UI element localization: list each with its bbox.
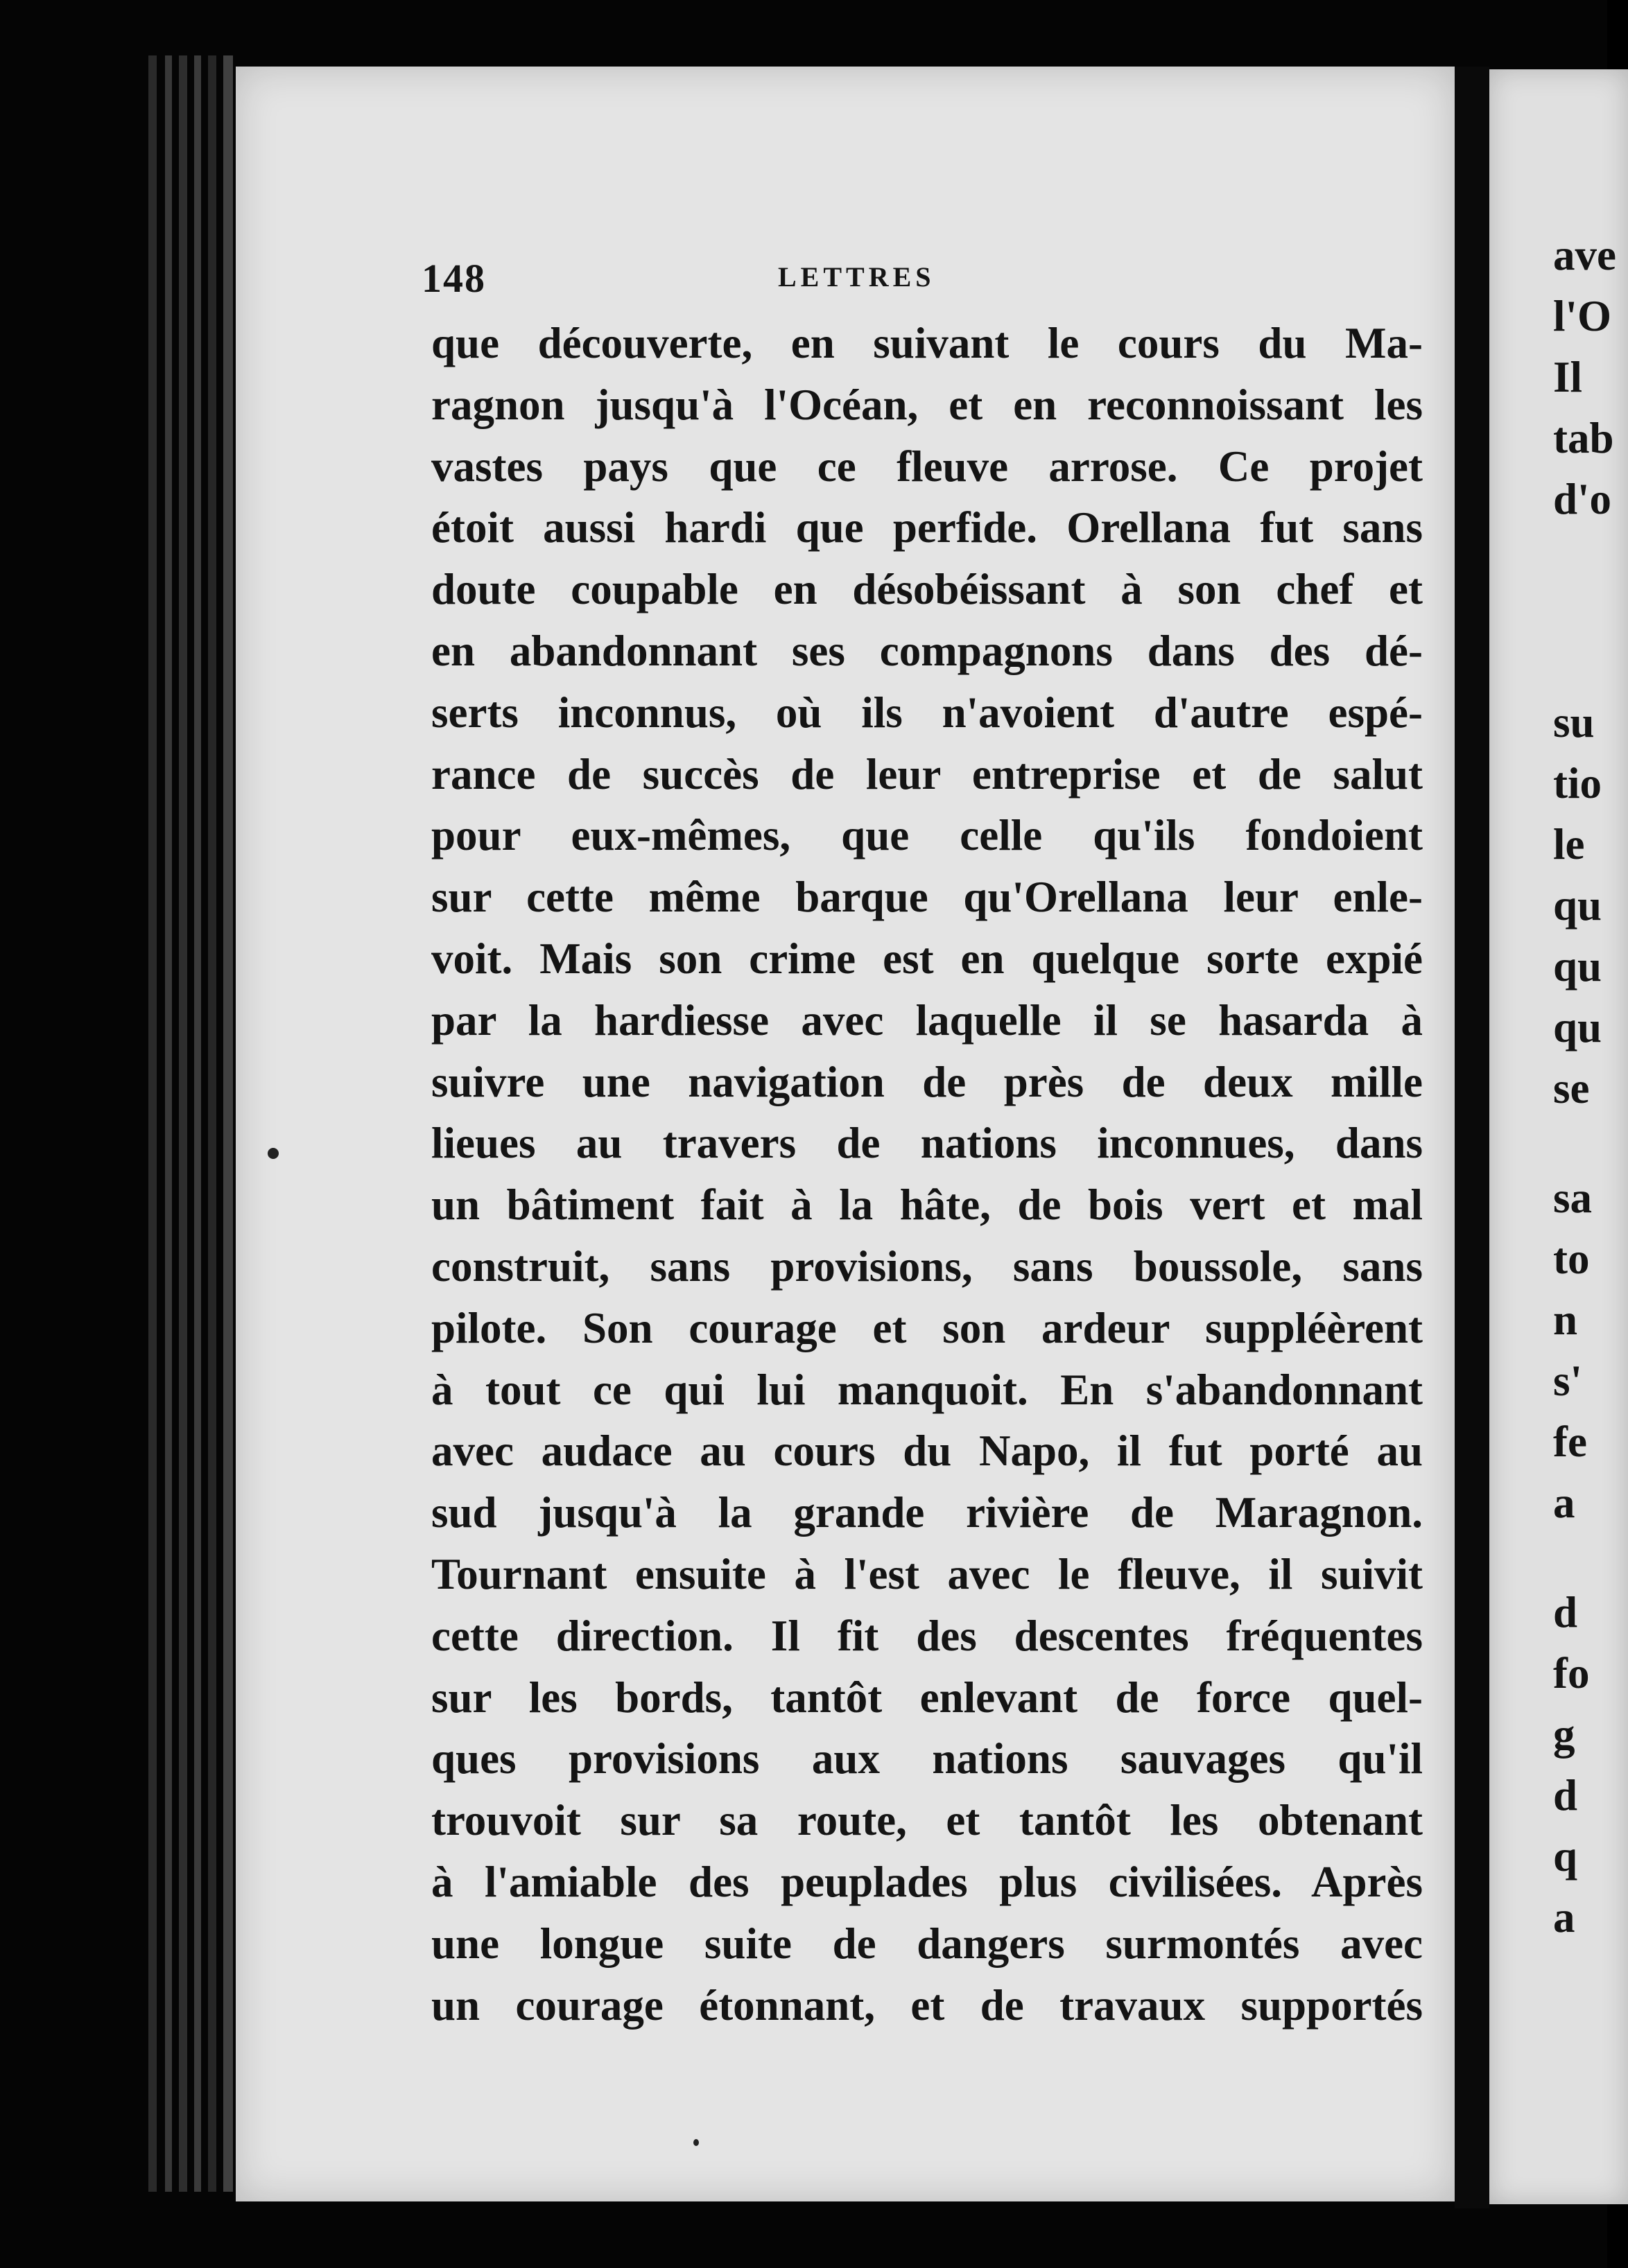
text-line: que découverte, en suivant le cours du Ma- xyxy=(431,319,1423,367)
text-line: doute coupable en désobéissant à son chef et xyxy=(431,565,1423,614)
text-line: suivre une navigation de près de deux mille xyxy=(431,1057,1423,1106)
text-line: Tournant ensuite à l'est avec le fleuve, il suivit xyxy=(431,1549,1423,1598)
text-line: vastes pays que ce fleuve arrose. Ce projet xyxy=(431,442,1423,491)
facing-fragment: q xyxy=(1553,1832,1578,1881)
text-line: sur les bords, tantôt enlevant de force quel- xyxy=(431,1673,1423,1722)
page-edge xyxy=(223,55,233,2192)
ink-speck xyxy=(693,2139,699,2146)
page-edge xyxy=(194,55,201,2192)
page-edge xyxy=(179,55,187,2192)
facing-fragment: d xyxy=(1553,1771,1578,1820)
text-line: lieues au travers de nations inconnues, dans xyxy=(431,1119,1423,1168)
facing-fragment: s' xyxy=(1553,1357,1583,1405)
text-line: ragnon jusqu'à l'Océan, et en reconnoissant les xyxy=(431,380,1423,429)
facing-fragment: d'o xyxy=(1553,475,1612,523)
running-head xyxy=(236,255,1455,311)
text-line: à l'amiable des peuplades plus civilisées. Après xyxy=(431,1857,1423,1906)
facing-fragment: Il xyxy=(1553,353,1583,401)
facing-fragment: l'O xyxy=(1553,292,1612,340)
text-line: par la hardiesse avec laquelle il se hasarda à xyxy=(431,995,1423,1045)
left-page xyxy=(236,67,1455,2201)
running-title: LETTRES xyxy=(778,261,935,293)
text-line: étoit aussi hardi que perfide. Orellana fut sans xyxy=(431,503,1423,552)
facing-page xyxy=(1489,69,1628,2204)
text-line: une longue suite de dangers surmontés avec xyxy=(431,1919,1423,1968)
facing-fragment: tab xyxy=(1553,414,1614,462)
gutter xyxy=(1455,67,1489,2208)
page-number: 148 xyxy=(422,256,486,301)
text-line: sud jusqu'à la grande rivière de Maragnon. xyxy=(431,1488,1423,1537)
text-line: cette direction. Il fit des descentes fréquentes xyxy=(431,1611,1423,1660)
ink-speck xyxy=(268,1148,279,1159)
facing-fragment: qu xyxy=(1553,881,1602,930)
text-line: un bâtiment fait à la hâte, de bois vert et mal xyxy=(431,1180,1423,1230)
text-line: à tout ce qui lui manquoit. En s'abandonnant xyxy=(431,1365,1423,1414)
text-line: trouvoit sur sa route, et tantôt les obtenant xyxy=(431,1796,1423,1845)
facing-fragment: fo xyxy=(1553,1649,1590,1698)
facing-fragment: tio xyxy=(1553,759,1602,808)
text-line: serts inconnus, où ils n'avoient d'autre espé- xyxy=(431,688,1423,737)
text-line: voit. Mais son crime est en quelque sorte expié xyxy=(431,934,1423,983)
text-line: construit, sans provisions, sans boussole, sans xyxy=(431,1241,1423,1291)
text-line: sur cette même barque qu'Orellana leur enle- xyxy=(431,873,1423,922)
page-edge xyxy=(165,55,172,2192)
facing-fragment: qu xyxy=(1553,942,1602,991)
text-line: pour eux-mêmes, que celle qu'ils fondoient xyxy=(431,811,1423,860)
facing-fragment: qu xyxy=(1553,1003,1602,1052)
text-line: en abandonnant ses compagnons dans des dé- xyxy=(431,626,1423,675)
facing-fragment: ave xyxy=(1553,231,1616,279)
facing-fragment: le xyxy=(1553,820,1585,869)
body-text xyxy=(431,313,1423,2036)
text-line: un courage étonnant, et de travaux supportés xyxy=(431,1980,1423,2030)
facing-fragment: se xyxy=(1553,1064,1590,1113)
facing-fragment: n xyxy=(1553,1296,1578,1344)
facing-fragment: d xyxy=(1553,1588,1578,1637)
text-line: rance de succès de leur entreprise et de salut xyxy=(431,749,1423,799)
text-line: avec audace au cours du Napo, il fut porté au xyxy=(431,1427,1423,1476)
facing-fragment: to xyxy=(1553,1235,1590,1283)
facing-fragment: a xyxy=(1553,1893,1575,1942)
page-edge xyxy=(148,55,157,2192)
facing-fragment: su xyxy=(1553,698,1595,747)
page-edge xyxy=(208,55,216,2192)
facing-fragment: g xyxy=(1553,1710,1575,1759)
text-line: ques provisions aux nations sauvages qu'il xyxy=(431,1734,1423,1783)
facing-fragment: sa xyxy=(1553,1174,1593,1222)
text-line: pilote. Son courage et son ardeur suppléèrent xyxy=(431,1303,1423,1352)
facing-fragment: fe xyxy=(1553,1418,1587,1466)
facing-fragment: a xyxy=(1553,1478,1575,1527)
